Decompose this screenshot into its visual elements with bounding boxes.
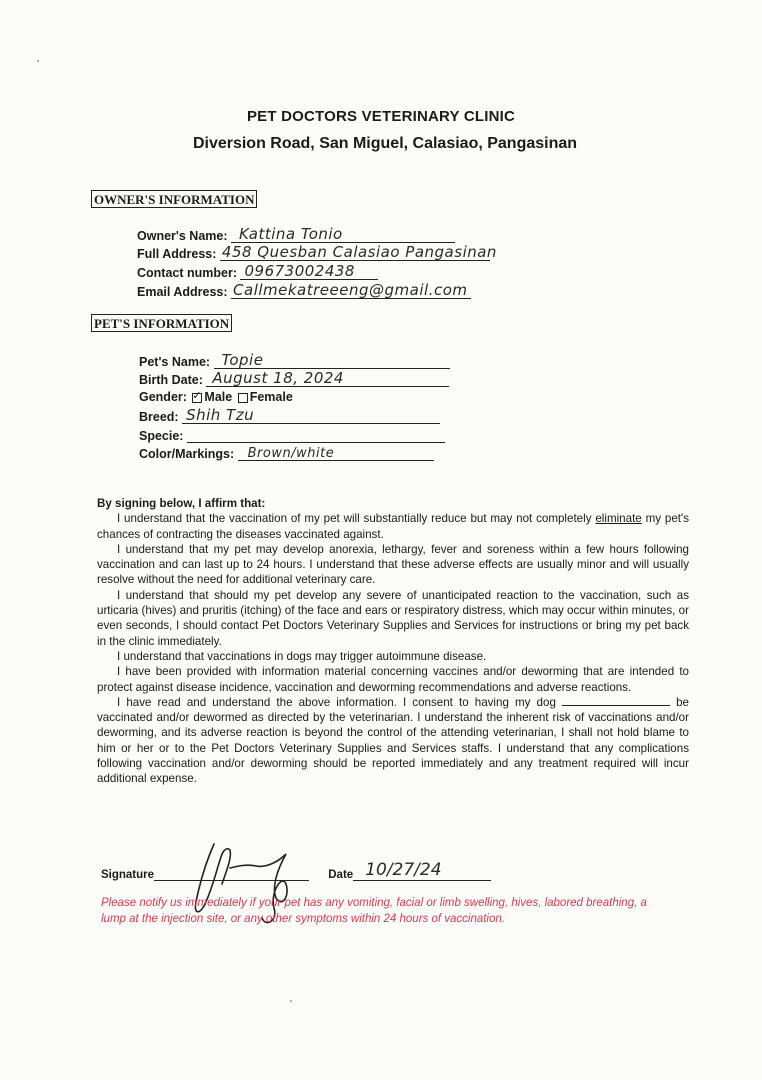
gender-male-label: Male	[204, 390, 233, 404]
owner-name-label: Owner's Name:	[137, 229, 228, 243]
pet-specie-row	[139, 428, 445, 443]
consent-paragraph-2: I understand that my pet may develop anorexia, lethargy, fever and soreness within a few hours following vaccination and can last up to 24 hours. I understand that these adverse effects are usually minor and will usually resolve without the need for additional veterinary care.	[97, 542, 689, 587]
pet-section-heading: PET'S INFORMATION	[91, 314, 232, 332]
owner-contact-label: Contact number:	[137, 266, 237, 280]
dog-name-blank[interactable]	[562, 695, 670, 706]
owner-email-label: Email Address:	[137, 285, 228, 299]
gender-female-label: Female	[249, 390, 293, 404]
owner-name-value: Kattina Tonio	[239, 225, 343, 243]
pet-color-value: Brown/white	[247, 446, 335, 461]
owner-name-row	[137, 225, 455, 243]
paper-speck	[37, 60, 39, 62]
p1-underlined-word: eliminate	[595, 512, 642, 526]
pet-color-label: Color/Markings:	[139, 447, 235, 461]
pet-birth-label: Birth Date:	[139, 373, 203, 387]
pet-specie-label: Specie:	[139, 429, 184, 443]
pet-name-label: Pet's Name:	[139, 355, 211, 369]
owner-address-row	[137, 243, 497, 261]
pet-specie-field[interactable]	[187, 428, 445, 443]
clinic-name: PET DOCTORS VETERINARY CLINIC	[246, 108, 516, 125]
date-field[interactable]	[353, 860, 491, 881]
owner-email-field[interactable]	[231, 281, 471, 299]
pet-breed-label: Breed:	[139, 410, 179, 424]
p6-text-end: be vaccinated and/or dewormed as directed by the veterinarian. I understand the inherent risk of vaccinations and/or deworming, and its adverse reaction is beyond the control of the attending veterinarian, I shall not hold blame to him or her or to the Pet Doctors Veterinary Supplies and Services staffs. I understand that any complications following vaccination and/or deworming should be reported immediately and any treatment required will incur additional expense.	[97, 695, 689, 786]
clinic-address: Diversion Road, San Miguel, Calasiao, Pangasinan	[192, 135, 578, 152]
pet-birth-field[interactable]	[206, 369, 449, 387]
p6-text-start: I have read and understand the above information. I consent to having my dog	[117, 695, 562, 709]
consent-paragraph-3: I understand that should my pet develop any severe of unanticipated reaction to the vaccination, such as urticaria (hives) and pruritis (itching) of the face and ears or respiratory distress, which may occur within minutes, or even seconds, I should contact Pet Doctors Veterinary Supplies and Services for instructions or bring my pet back in the clinic immediately.	[97, 588, 689, 648]
post-vaccination-notice: Please notify us immediately if your pet has any vomiting, facial or limb swelling, hives, labored breathing, a lump at the injection site, or any other symptoms within 24 hours of vaccination.	[101, 897, 647, 925]
owner-email-value: Callmekatreeeng@gmail.com	[233, 281, 468, 299]
pet-name-value: Topie	[221, 351, 264, 369]
checkmark-icon: ✓	[192, 389, 202, 402]
consent-lead: By signing below, I affirm that:	[97, 497, 266, 510]
date-label: Date	[328, 869, 354, 881]
p1-text-end: my pet's chances of contracting the diseases vaccinated against.	[97, 512, 689, 541]
pet-breed-field[interactable]	[182, 406, 440, 424]
signature-label: Signature	[101, 869, 155, 881]
pet-birth-value: August 18, 2024	[212, 369, 344, 387]
consent-text	[97, 496, 689, 787]
owner-address-label: Full Address:	[137, 247, 217, 261]
pet-color-row	[139, 446, 434, 461]
gender-male-checkbox[interactable]	[192, 389, 202, 403]
pet-breed-row	[139, 406, 440, 424]
owner-address-field[interactable]	[220, 243, 497, 261]
consent-paragraph-4: I understand that vaccinations in dogs may trigger autoimmune disease.	[117, 649, 487, 663]
consent-paragraph-6	[97, 695, 689, 787]
pet-breed-value: Shih Tzu	[186, 406, 255, 424]
pet-birth-row	[139, 369, 449, 387]
consent-paragraph-1	[97, 511, 689, 542]
owner-address-value: 458 Quesban Calasiao Pangasinan	[221, 243, 497, 261]
date-value: 10/27/24	[365, 860, 442, 880]
pet-name-row	[139, 351, 450, 369]
owner-contact-row	[137, 262, 378, 280]
gender-female-checkbox[interactable]	[238, 393, 248, 403]
pet-gender-label: Gender:	[139, 390, 187, 404]
owner-section-heading: OWNER'S INFORMATION	[91, 190, 257, 208]
consent-paragraph-5: I have been provided with information material concerning vaccines and/or deworming that are intended to protect against disease incidence, vaccination and deworming recommendations and adverse reactions.	[97, 665, 689, 694]
p1-text-start: I understand that the vaccination of my pet will substantially reduce but may not completely	[117, 512, 596, 526]
pet-color-field[interactable]	[238, 446, 434, 461]
owner-email-row	[137, 281, 471, 299]
pet-gender-row	[139, 390, 293, 404]
paper-speck	[290, 1000, 292, 1002]
pet-name-field[interactable]	[214, 351, 450, 369]
owner-name-field[interactable]	[231, 225, 455, 243]
owner-contact-value: 09673002438	[244, 262, 355, 280]
owner-contact-field[interactable]	[240, 262, 378, 280]
